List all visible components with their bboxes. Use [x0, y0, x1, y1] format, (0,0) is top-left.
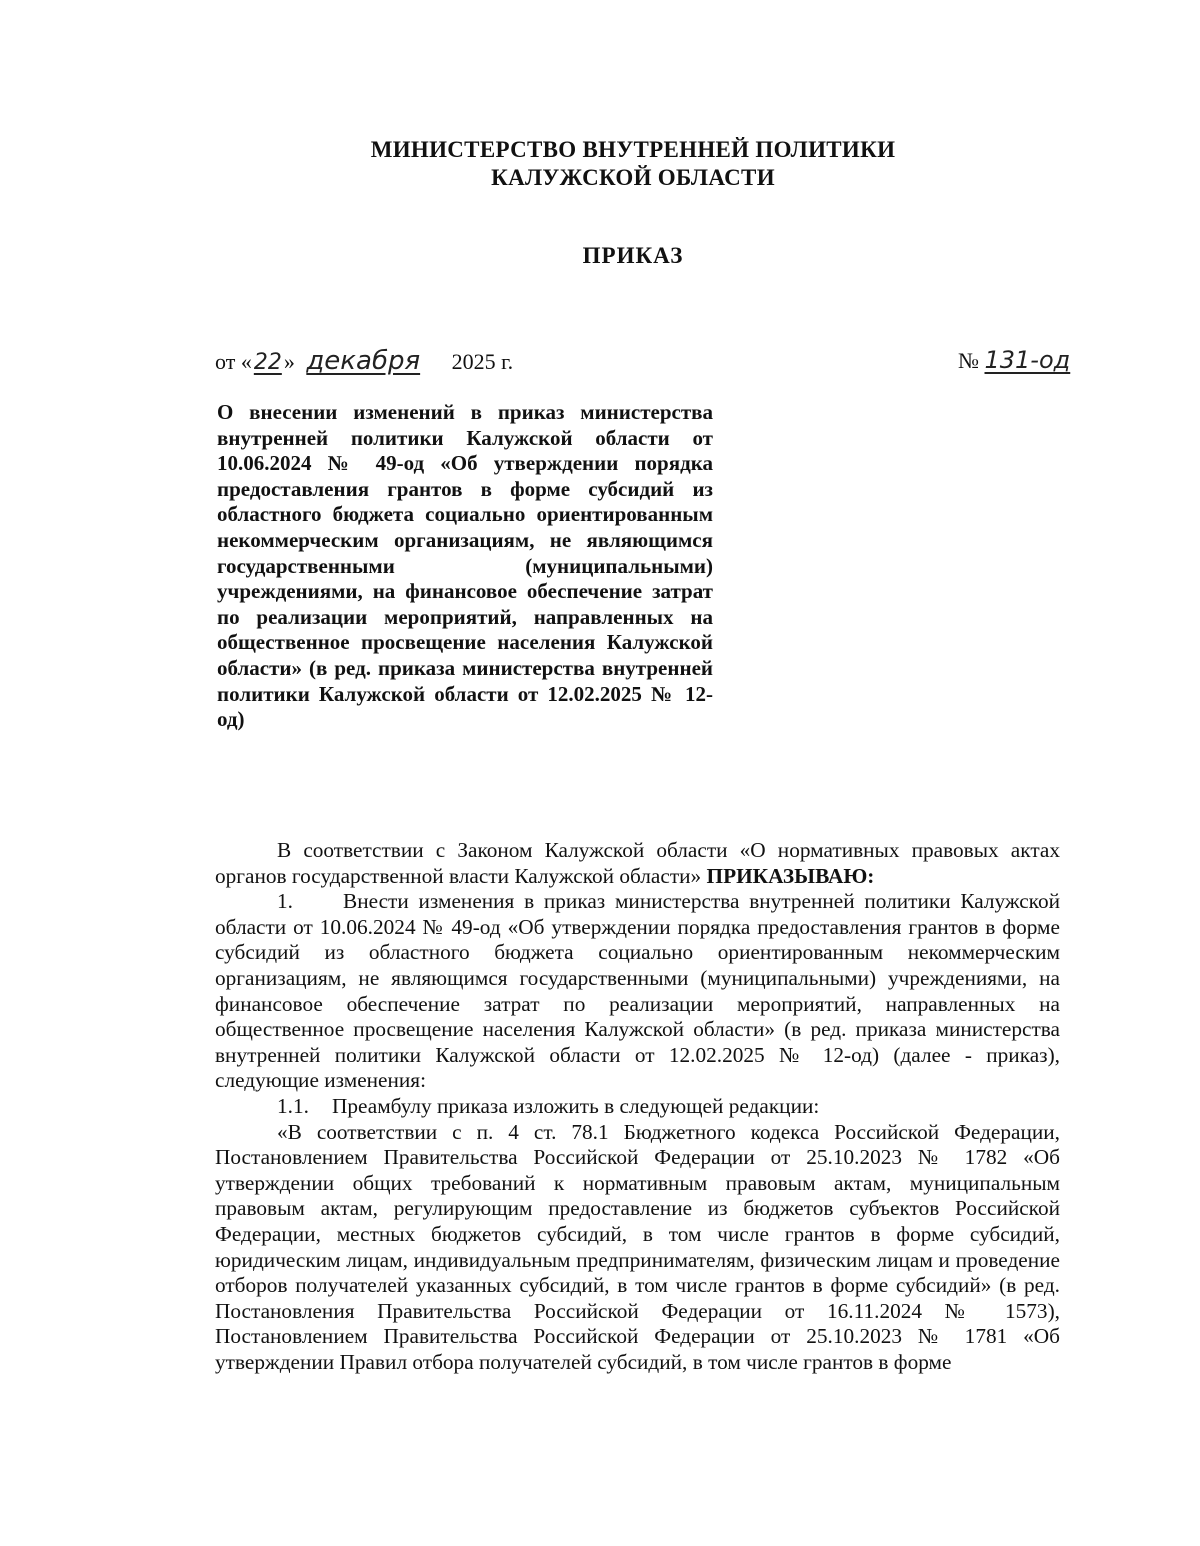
number-prefix: № — [958, 348, 979, 373]
order-subject: О внесении изменений в приказ министерства внутренней политики Калужской области от 10.06.2024 № 49-од «Об утверждении порядка предоставления грантов в форме субсидий из областного бюджета социально ориентированным некоммерческим организациям, не являющимся государственными (муниципальными) учреждениями, на финансовое обеспечение затрат по реализации мероприятий, направленных на общественное просвещение населения Калужской области» (в ред. приказа министерства внутренней политики Калужской области от 12.02.2025 № 12-од) — [217, 400, 713, 732]
order-number — [958, 346, 1070, 374]
ministry-line-1: МИНИСТЕРСТВО ВНУТРЕННЕЙ ПОЛИТИКИ — [370, 137, 896, 162]
item-1-number: 1. — [277, 889, 293, 914]
number-handwritten: 131-од — [984, 346, 1071, 374]
preamble-command: ПРИКАЗЫВАЮ: — [706, 863, 875, 888]
quoted-preamble-paragraph: «В соответствии с п. 4 ст. 78.1 Бюджетного кодекса Российской Федерации, Постановлением Правительства Российской Федерации от 25.10.2023 № 1782 «Об утверждении общих требований к нормативным правовым актам, муниципальным правовым актам, регулирующим предоставление из бюджетов субъектов Российской Федерации, местных бюджетов субсидий, в том числе грантов в форме субсидий, юридическим лицам, индивидуальным предпринимателям, физическим лицам и проведение отборов получателей указанных субсидий, в том числе грантов в форме субсидий» (в ред. Постановления Правительства Российской Федерации от 16.11.2024 № 1573), Постановлением Правительства Российской Федерации от 25.10.2023 № 1781 «Об утверждении Правил отбора получателей субсидий, в том числе грантов в форме — [215, 1119, 1060, 1374]
date-day-handwritten: 22 — [253, 350, 282, 375]
ministry-heading — [0, 136, 1200, 192]
order-date — [215, 346, 513, 376]
item-1-1-number: 1.1. — [277, 1093, 309, 1118]
document-type-title: ПРИКАЗ — [582, 243, 684, 268]
date-mid: » — [283, 349, 301, 374]
item-1-paragraph — [215, 889, 1060, 1094]
item-1-text: Внести изменения в приказ министерства внутренней политики Калужской области от 10.06.2024 № 49-од «Об утверждении порядка предоставления грантов в форме субсидий из областного бюджета социально ориентированным некоммерческим организациям, не являющимся государственными (муниципальными) учреждениями, на финансовое обеспечение затрат по реализации мероприятий, направленных на общественное просвещение населения Калужской области» (в ред. приказа министерства внутренней политики Калужской области от 12.02.2025 № 12-од) (далее - приказ), следующие изменения: — [215, 889, 1060, 1093]
date-month-handwritten: декабря — [306, 346, 421, 376]
preamble-paragraph — [215, 838, 1060, 889]
item-1-1-paragraph — [215, 1094, 1060, 1120]
ministry-line-2: КАЛУЖСКОЙ ОБЛАСТИ — [491, 165, 775, 190]
preamble-text: В соответствии с Законом Калужской области «О нормативных правовых актах органов государственной власти Калужской области» — [215, 838, 1060, 888]
date-prefix: от « — [215, 349, 252, 374]
item-1-1-text: Преамбулу приказа изложить в следующей редакции: — [332, 1093, 820, 1118]
date-year: 2025 г. — [451, 349, 514, 374]
order-body — [215, 838, 1060, 1375]
